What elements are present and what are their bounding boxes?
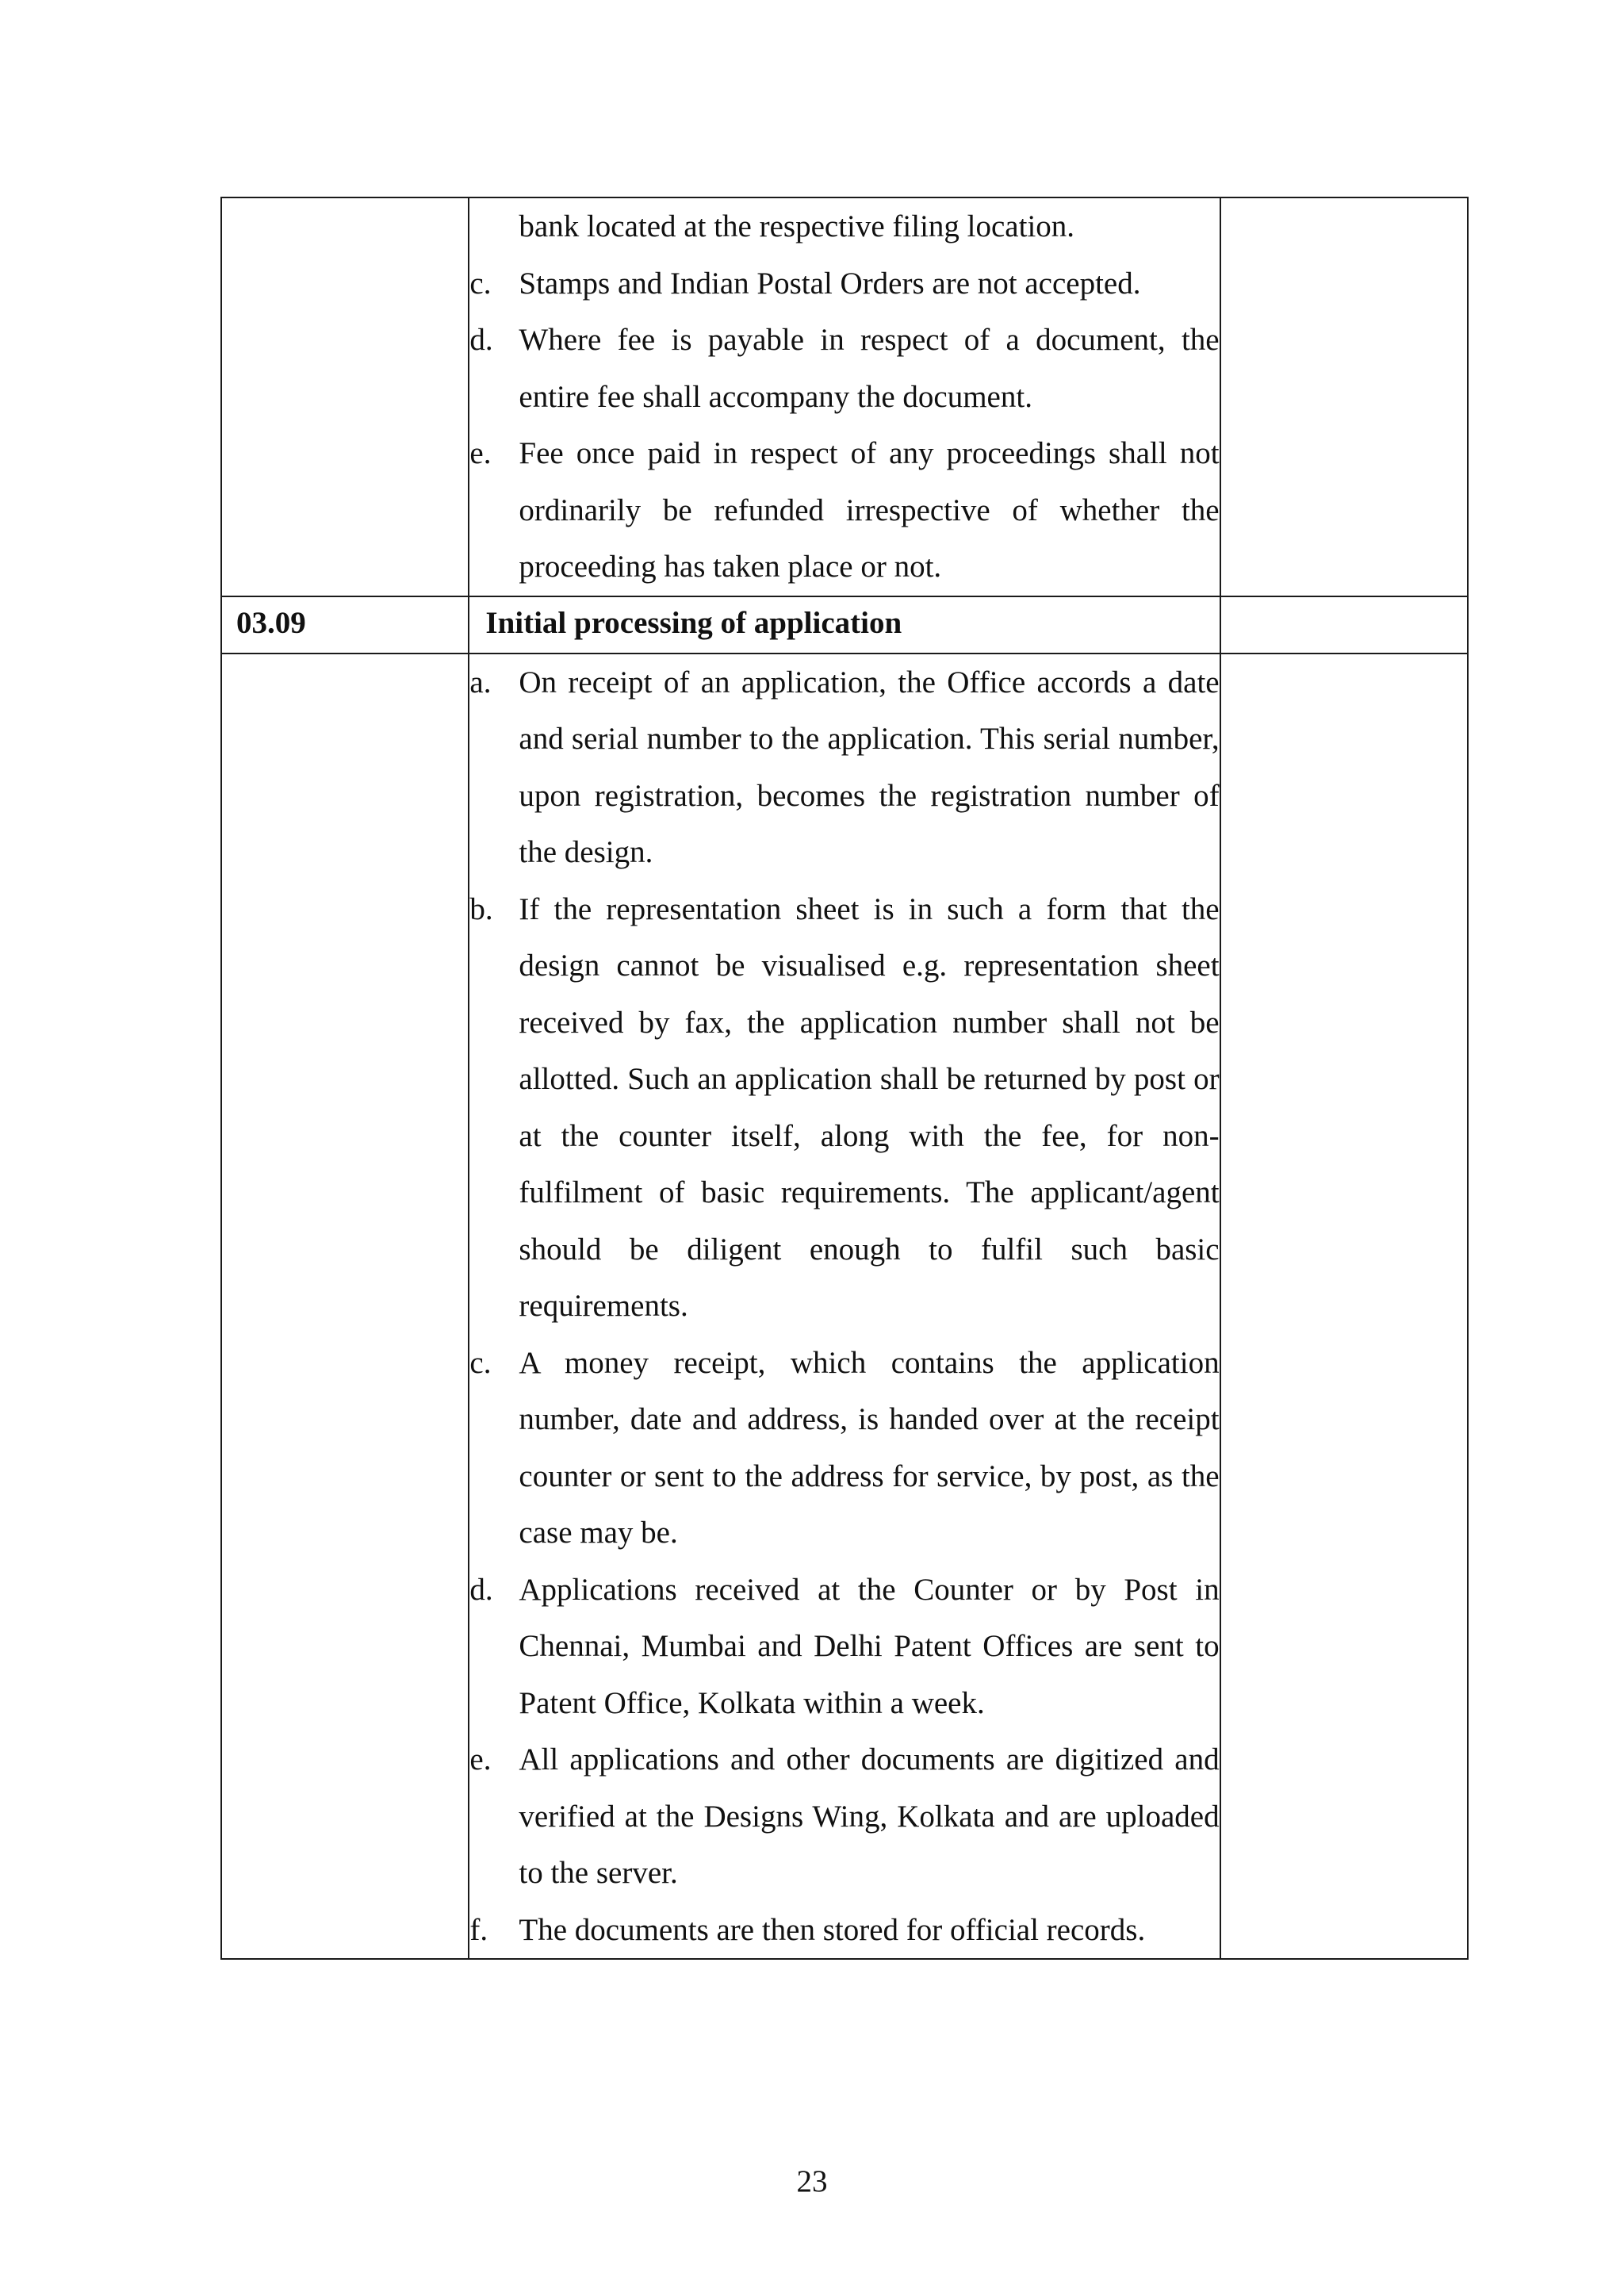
section-body-row [221, 654, 1468, 1960]
section-number-cell [221, 596, 469, 654]
section-title: Initial processing of application [485, 605, 902, 640]
list-marker: a. [469, 665, 492, 700]
continued-text-cell [469, 197, 1220, 596]
list-marker: d. [469, 1572, 493, 1607]
list-item-text: If the representation sheet is in such a form that the design cannot be visualised e.g. representation sheet received by fax, the application number shall not be allotted. Such an application shall be returned by post or at the counter itself, along with the fee, for non-fulfilment of basic requirements. The applicant/agent should be diligent enough to fulfil such basic requirements. [519, 891, 1220, 1323]
list-item-f [469, 1902, 1219, 1959]
section-title-cell [469, 596, 1220, 654]
continued-number-cell [221, 197, 469, 596]
list-item-d [469, 1562, 1219, 1732]
continued-row [221, 197, 1468, 596]
list-item-c [469, 1335, 1219, 1562]
section-body-number-cell [221, 654, 469, 1960]
list-marker: c. [469, 1345, 492, 1380]
list-item-text: Where fee is payable in respect of a document, the entire fee shall accompany the document. [519, 323, 1220, 414]
list-item-text: Fee once paid in respect of any proceedings shall not ordinarily be refunded irrespective of whether the proceeding has taken place or not. [519, 436, 1220, 584]
list-item-c [469, 255, 1219, 312]
list-item-text: On receipt of an application, the Office accords a date and serial number to the application. This serial number, upon registration, becomes the registration number of the design. [519, 665, 1220, 869]
list-item-e [469, 425, 1219, 596]
continued-list [469, 198, 1219, 596]
section-body-text-cell [469, 654, 1220, 1960]
content-table [220, 197, 1469, 1960]
list-marker: d. [469, 323, 493, 357]
list-item-text: A money receipt, which contains the application number, date and address, is handed over at the receipt counter or sent to the address for service, by post, as the case may be. [519, 1345, 1220, 1550]
list-marker: b. [469, 891, 493, 926]
page-number: 23 [796, 2164, 828, 2198]
section-number: 03.09 [236, 605, 306, 640]
list-item-d [469, 312, 1219, 425]
list-item-text: Applications received at the Counter or by Post in Chennai, Mumbai and Delhi Patent Offices are sent to Patent Office, Kolkata within a week. [519, 1572, 1220, 1720]
section-body-remarks-cell [1220, 654, 1468, 1960]
list-item-b [469, 881, 1219, 1335]
list-item-text: The documents are then stored for official records. [519, 1912, 1146, 1947]
list-item-continuation: bank located at the respective filing location. [519, 209, 1075, 243]
list-item-e [469, 1731, 1219, 1902]
list-marker: e. [469, 1742, 492, 1777]
list-item-text: Stamps and Indian Postal Orders are not accepted. [519, 266, 1141, 301]
list-item-a [469, 654, 1219, 881]
section-list [469, 654, 1219, 1959]
list-marker: f. [469, 1912, 488, 1947]
list-item-text: All applications and other documents are digitized and verified at the Designs Wing, Kolkata and are uploaded to the server. [519, 1742, 1220, 1890]
section-heading-row [221, 596, 1468, 654]
continued-remarks-cell [1220, 197, 1468, 596]
list-marker: c. [469, 266, 492, 301]
list-marker: e. [469, 436, 492, 470]
section-remarks-cell [1220, 596, 1468, 654]
